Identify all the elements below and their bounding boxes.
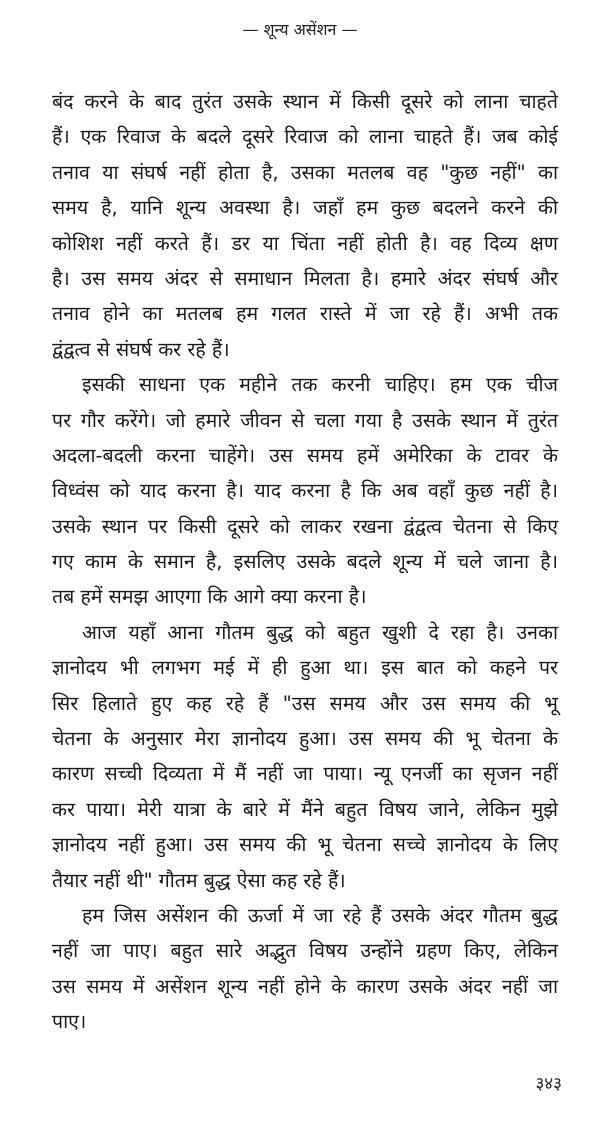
paragraph [52,84,558,367]
text-line: तनाव या संघर्ष नहीं होता है, उसका मतलब वह "कुछ नहीं" का [52,160,558,184]
text-line: सिर हिलाते हुए कह रहे हैं "उस समय और उस समय की भू [52,691,558,715]
text-line: है। उस समय अंदर से समाधान मिलता है। हमारे अंदर संघर्ष और [52,266,558,290]
text-line: विध्वंस को याद करना है। याद करना है कि अब वहाँ कुछ नहीं है। [52,479,558,503]
text-line: द्वंद्वत्व से संघर्ष कर रहे हैं। [52,337,230,361]
text-line: उस समय में असेंशन शून्य नहीं होने के कारण उसके अंदर नहीं जा [52,974,558,998]
text-line: चेतना के अनुसार मेरा ज्ञानोदय हुआ। उस समय की भू चेतना के [52,727,558,751]
text-line: पाए। [52,1010,87,1034]
paragraph [52,615,558,898]
text-line: हैं। एक रिवाज के बदले दूसरे रिवाज को लाना चाहते हैं। जब कोई [52,125,558,149]
text-line: ज्ञानोदय भी लगभग मई में ही हुआ था। इस बात को कहने पर [52,656,558,680]
text-line: पर गौर करेंगे। जो हमारे जीवन से चला गया है उसके स्थान में तुरंत [52,408,558,432]
running-header: — शून्य असेंशन — [242,20,358,39]
body-text [52,84,558,1040]
text-line: ज्ञानोदय नहीं हुआ। उस समय की भू चेतना सच्चे ज्ञानोदय के लिए [52,833,558,857]
page-number: ३४३ [535,1074,562,1094]
text-line: तैयार नहीं थी" गौतम बुद्ध ऐसा कह रहे हैं। [52,868,346,892]
text-line: तनाव होने का मतलब हम गलत रास्ते में जा रहे हैं। अभी तक [52,302,558,326]
text-line: कोशिश नहीं करते हैं। डर या चिंता नहीं होती है। वह दिव्य क्षण [52,231,558,255]
text-line: इसकी साधना एक महीने तक करनी चाहिए। हम एक चीज [82,373,558,397]
text-line: अदला-बदली करना चाहेंगे। उस समय हमें अमेरिका के टावर के [52,443,558,467]
text-line: आज यहाँ आना गौतम बुद्ध को बहुत खुशी दे रहा है। उनका [82,620,558,644]
text-line: समय है, यानि शून्य अवस्था है। जहाँ हम कुछ बदलने करने की [52,196,558,220]
text-line: नहीं जा पाए। बहुत सारे अद्भुत विषय उन्होंने ग्रहण किए, लेकिन [52,939,558,963]
text-line: बंद करने के बाद तुरंत उसके स्थान में किसी दूसरे को लाना चाहते [52,90,558,113]
text-line: तब हमें समझ आएगा कि आगे क्या करना है। [52,585,367,609]
paragraph [52,898,558,1040]
text-line: कारण सच्ची दिव्यता में मैं नहीं जा पाया। न्यू एनर्जी का सृजन नहीं [52,762,558,786]
text-line: गए काम के समान है, इसलिए उसके बदले शून्य में चले जाना है। [52,550,558,574]
text-line: कर पाया। मेरी यात्रा के बारे में मैंने बहुत विषय जाने, लेकिन मुझे [52,797,558,821]
text-line: उसके स्थान पर किसी दूसरे को लाकर रखना द्वंद्वत्व चेतना से किए [52,514,558,538]
text-line: हम जिस असेंशन की ऊर्जा में जा रहे हैं उसके अंदर गौतम बुद्ध [82,903,558,927]
paragraph [52,367,558,615]
